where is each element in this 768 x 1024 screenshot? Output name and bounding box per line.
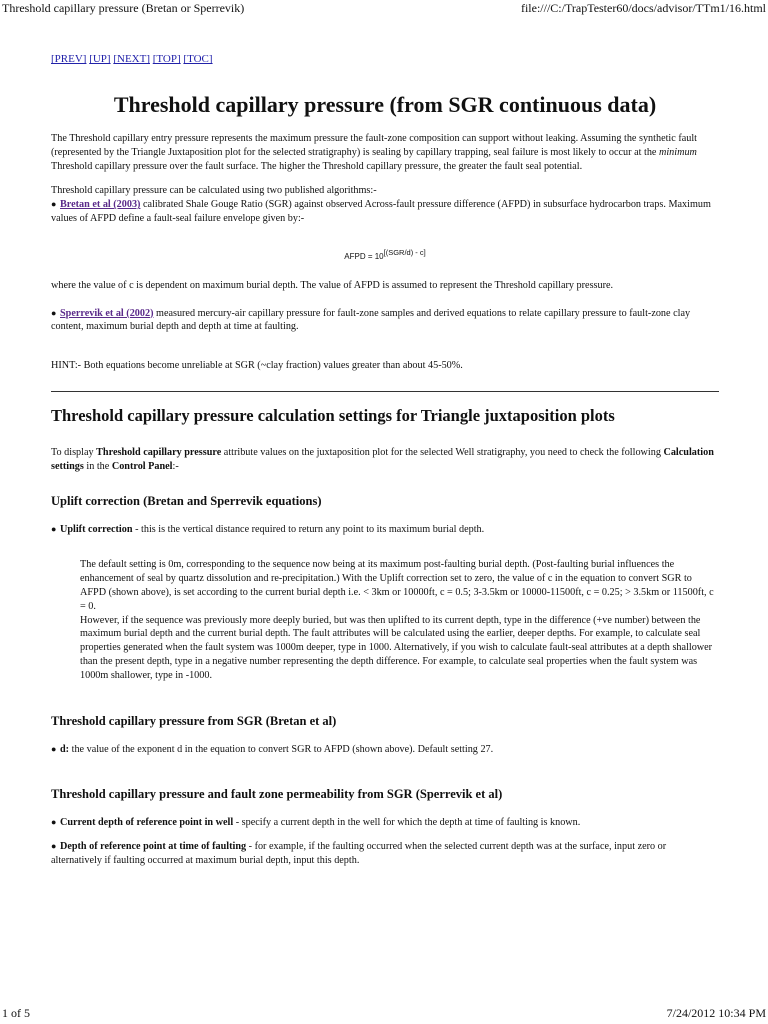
intro-paragraph: The Threshold capillary entry pressure represents the maximum pressure the fault-zone composition can support without leaking. Assuming the synthetic fault (represented by the Triangle Juxtaposition plot for the selected stratigraphy) is sealing by capillary trapping, seal failure is most likely to occur at the minimum Threshold capillary pressure over the fault surface. The higher the Threshold capillary pressure, the greater the fault seal potential.: [51, 133, 697, 172]
sperrevik-item: ● Sperrevik et al (2002) measured mercury-air capillary pressure for fault-zone samples and derived equations to relate capillary pressure to fault-zone clay content, maximum burial depth and depth at time at faulting.: [51, 307, 691, 333]
uplift-paragraph-2: However, if the sequence was previously more deeply buried, but was then uplifted to its current depth, type in the difference (+ve number) between the maximum burial depth and the current burial depth. The fault attributes will be calculated using the earlier, deeper depths. For example, to calculate seal properties generated when the fault system was 1000m deeper, type in 1000. Alternatively, if you wish to calculate fault-seal attributes at a depth shallower than the present depth, type in a negative number representing the depth difference. For example, to calculate seal properties when the fault system was 1000m shallower, type in -1000.: [80, 614, 713, 681]
bullet-icon: ●: [51, 523, 57, 534]
settings-heading: Threshold capillary pressure calculation settings for Triangle juxtaposition plots: [51, 405, 615, 425]
nav-links: [51, 52, 719, 66]
page-heading: Threshold capillary pressure (from SGR continuous data): [113, 92, 657, 117]
nav-up-link[interactable]: [UP]: [89, 53, 111, 65]
nav-top-link[interactable]: [TOP]: [152, 53, 181, 65]
sperrevik-link[interactable]: Sperrevik et al (2002): [60, 307, 154, 319]
nav-next-link[interactable]: [NEXT]: [113, 53, 150, 65]
bretan-settings-heading: Threshold capillary pressure from SGR (Bretan et al): [51, 713, 337, 728]
afpd-formula: AFPD = 10[(SGR/d) - c]: [344, 247, 426, 261]
current-depth-item: ● Current depth of reference point in well - specify a current depth in the well for which the depth at time of faulting is known.: [51, 817, 581, 829]
uplift-details: [51, 558, 719, 682]
print-footer: [0, 1006, 768, 1024]
algorithms-intro: Threshold capillary pressure can be calculated using two published algorithms:-: [51, 185, 377, 197]
bretan-link[interactable]: Bretan et al (2003): [60, 199, 141, 211]
faulting-depth-item: ● Depth of reference point at time of faulting - for example, if the faulting occurred when the selected current depth was at the surface, input zero or alternatively if faulting occurred at maximum burial depth, input this depth.: [51, 841, 667, 866]
d-exponent-item: ● d: the value of the exponent d in the equation to convert SGR to AFPD (shown above). Default setting 27.: [51, 743, 494, 755]
bretan-item: ● Bretan et al (2003) calibrated Shale Gouge Ratio (SGR) against observed Across-fault pressure difference (AFPD) in subsurface hydrocarbon traps. Maximum values of AFPD define a fault-seal failure envelope given by:-: [51, 199, 711, 224]
bullet-icon: ●: [51, 199, 57, 210]
hint-text: HINT:- Both equations become unreliable at SGR (~clay fraction) values greater than about 45-50%.: [51, 360, 463, 372]
print-datetime: 7/24/2012 10:34 PM: [666, 1006, 766, 1020]
nav-prev-link[interactable]: [PREV]: [51, 53, 87, 65]
sperrevik-settings-heading: Threshold capillary pressure and fault zone permeability from SGR (Sperrevik et al): [51, 787, 503, 802]
settings-intro: To display Threshold capillary pressure attribute values on the juxtaposition plot for the selected Well stratigraphy, you need to check the following Calculation settings in the Control Panel:-: [51, 446, 714, 472]
page-count: 1 of 5: [2, 1006, 30, 1020]
page-title-header: Threshold capillary pressure (Bretan or Sperrevik): [2, 1, 245, 15]
print-header: [0, 0, 768, 16]
bullet-icon: ●: [51, 307, 57, 318]
bullet-icon: ●: [51, 817, 57, 828]
bullet-icon: ●: [51, 743, 57, 754]
page-url: file:///C:/TrapTester60/docs/advisor/TTm1/16.html: [520, 1, 766, 15]
bullet-icon: ●: [51, 841, 57, 852]
document-body: [51, 52, 719, 868]
nav-toc-link[interactable]: [TOC]: [183, 53, 213, 65]
c-value-text: where the value of c is dependent on maximum burial depth. The value of AFPD is assumed to represent the Threshold capillary pressure.: [51, 279, 614, 291]
uplift-paragraph-1: The default setting is 0m, corresponding to the sequence now being at its maximum post-faulting burial depth. (Post-faulting burial influences the enhancement of seal by quartz dissolution and re-precipitation.) With the Uplift correction set to zero, the value of c in the equation to convert SGR to AFPD (shown above), is set according to the current burial depth i.e. < 3km or 10000ft, c = 0.5; 3-3.5km or 10000-11500ft, c = 0.25; > 3.5km or 11500ft, c = 0.: [80, 559, 714, 612]
section-divider: [51, 391, 719, 392]
uplift-heading: Uplift correction (Bretan and Sperrevik equations): [51, 493, 322, 508]
uplift-item: ● Uplift correction - this is the vertical distance required to return any point to its maximum burial depth.: [51, 523, 485, 535]
